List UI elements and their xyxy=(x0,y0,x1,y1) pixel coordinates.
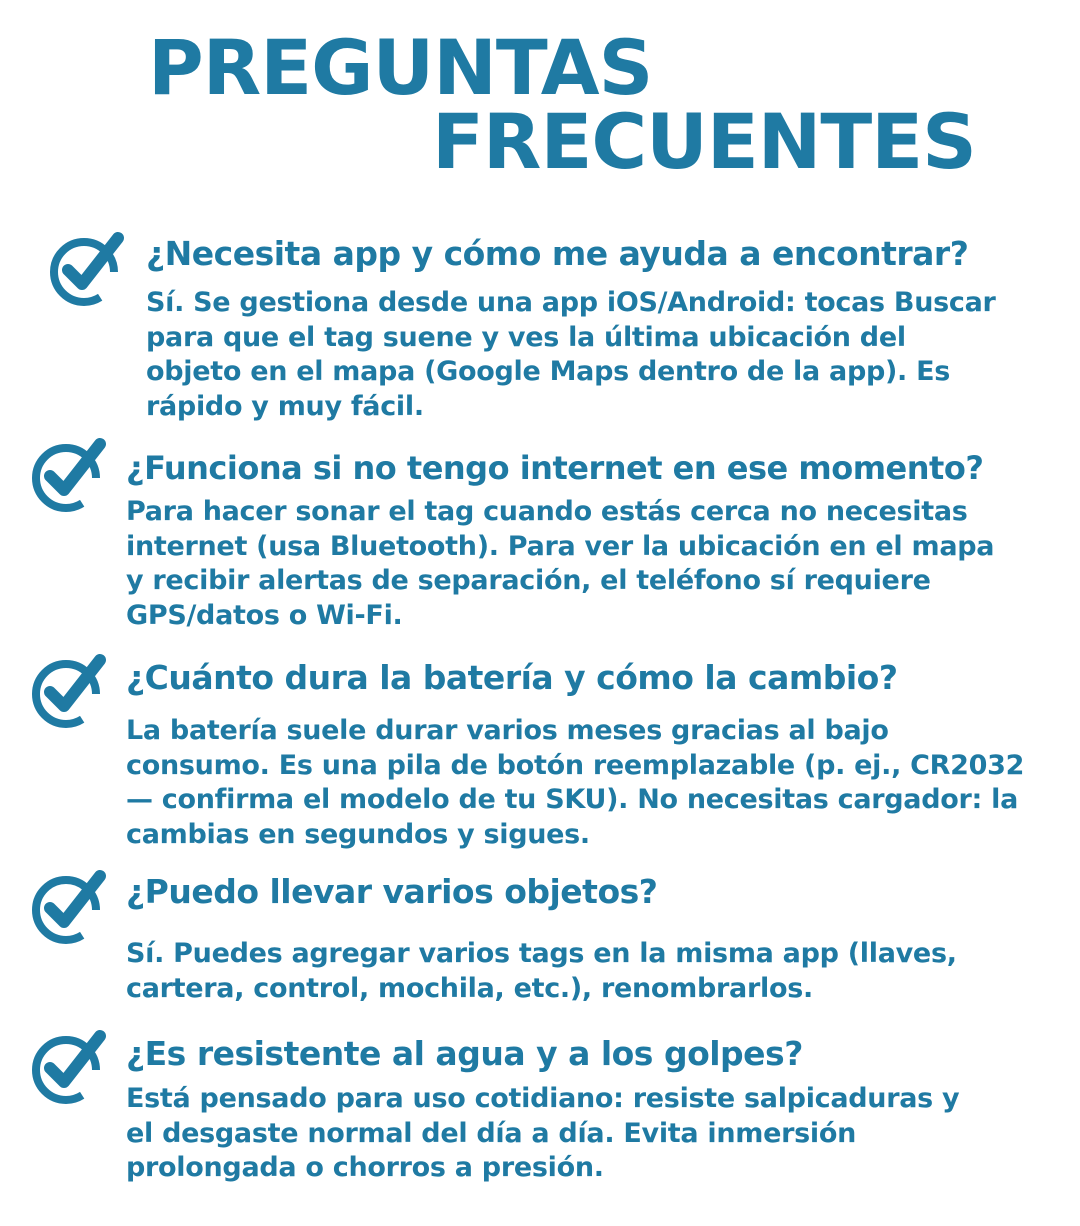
page-title-line-1: PREGUNTAS xyxy=(148,23,653,112)
check-circle-icon xyxy=(28,650,112,734)
faq-answer: Sí. Se gestiona desde una app iOS/Android: tocas Buscar para que el tag suene y ves la última ubicación del objeto en el mapa (Google Maps dentro de la app). Es rápido y muy fácil. xyxy=(146,287,996,422)
check-circle-icon xyxy=(46,228,130,312)
page-title-line-2: FRECUENTES xyxy=(432,97,976,186)
faq-question: ¿Necesita app y cómo me ayuda a encontrar? xyxy=(146,234,969,273)
faq-question: ¿Funciona si no tengo internet en ese momento? xyxy=(126,449,984,487)
faq-answer: Para hacer sonar el tag cuando estás cerca no necesitas internet (usa Bluetooth). Para ver la ubicación en el mapa y recibir alertas de separación, el teléfono sí requiere GPS/datos o Wi-Fi. xyxy=(126,496,995,631)
faq-question: ¿Puedo llevar varios objetos? xyxy=(126,872,658,911)
faq-answer: La batería suele durar varios meses gracias al bajo consumo. Es una pila de botón reemplazable (p. ej., CR2032 — confirma el modelo de tu SKU). No necesitas cargador: la cambias en segundos y sigues. xyxy=(126,715,1025,850)
faq-answer: Está pensado para uso cotidiano: resiste salpicaduras y el desgaste normal del día a día. Evita inmersión prolongada o chorros a presión. xyxy=(126,1083,960,1183)
check-circle-icon xyxy=(28,1026,112,1110)
check-circle-icon xyxy=(28,866,112,950)
faq-question: ¿Es resistente al agua y a los golpes? xyxy=(126,1034,803,1073)
faq-answer: Sí. Puedes agregar varios tags en la misma app (llaves, cartera, control, mochila, etc.), renombrarlos. xyxy=(126,938,957,1004)
faq-question: ¿Cuánto dura la batería y cómo la cambio? xyxy=(126,658,898,697)
check-circle-icon xyxy=(28,434,112,518)
